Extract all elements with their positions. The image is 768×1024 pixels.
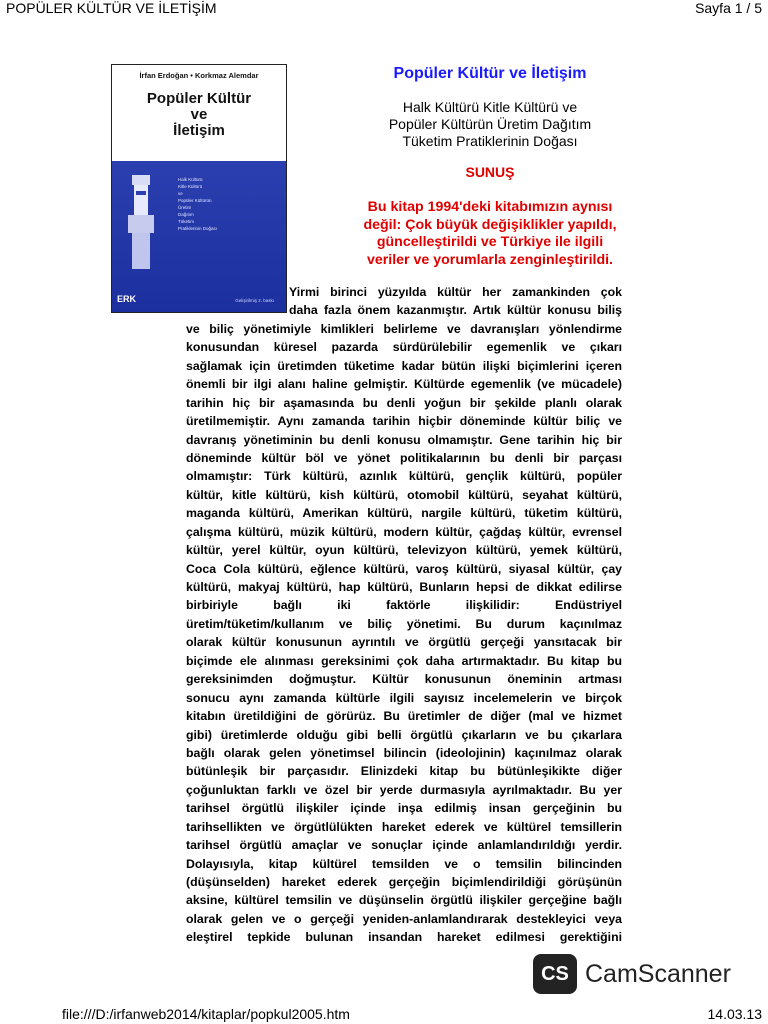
- body-line: daha fazla önem kazanmıştır. Artık kültür konusu biliş: [289, 303, 622, 318]
- cover-subtitle-line: Üretim: [178, 205, 192, 210]
- cover-subtitle-line: Kitle Kültürü: [178, 184, 203, 189]
- body-line: biçimde ele alınması gereksinimi çok daha artırmaktadır. Bu kitap bu: [186, 653, 622, 668]
- section-heading: SUNUŞ: [465, 164, 515, 180]
- cover-subtitle-line: Halk Kültürü: [178, 177, 203, 182]
- body-line: bağlı olarak gelen yönetimsel bilincin (ideolojinin) kaçınılmaz olarak: [186, 745, 622, 760]
- edition-note-line: güncelleştirildi ve Türkiye ile ilgili: [376, 234, 604, 250]
- body-paragraph: [186, 283, 622, 947]
- body-line: Dolayısıyla, kitap kültürel temsilden ve o temsilin bilincinden: [186, 856, 622, 871]
- body-line: tarihsel örgütlü ilişkiler içinde inşa edilmiş insan gerçeğinin bu: [186, 801, 622, 816]
- cover-subtitle-line: Dağıtım: [178, 212, 194, 217]
- book-cover-image: [111, 64, 287, 313]
- body-line: kültürü, makyaj kültürü, hap kültürü, Bunların hepsi de dikkat edilirse: [186, 580, 622, 594]
- subtitle-line: Popüler Kültürün Üretim Dağıtım: [388, 116, 592, 132]
- cover-title: [112, 91, 286, 139]
- cover-title-line: ve: [190, 106, 208, 123]
- body-line: Yirmi birinci yüzyılda kültür her zamankinden çok: [289, 285, 622, 299]
- document-subtitle: [300, 99, 680, 150]
- body-line: eleştirel tepkide bulunan insandan hareket edilmesi gerektiğini: [186, 930, 622, 945]
- body-line: kitabın üretildiğini de görürüz. Bu üretimler de diğer (mal ve hizmet: [186, 709, 622, 724]
- body-line: kültür, kitle kültürü, kish kültürü, otomobil kültürü, seyahat kültürü,: [186, 487, 622, 502]
- publisher-logo: ERK: [117, 294, 137, 304]
- document-title: Popüler Kültür ve İletişim: [393, 65, 587, 82]
- camscanner-label: CamScanner: [585, 960, 731, 988]
- body-line: sağlamak için üretimden tüketime kadar bütün ilişki biçimlerini içeren: [186, 358, 622, 373]
- body-line: olmamıştır: Türk kültürü, azınlık kültürü, gençlik kültürü, popüler: [186, 469, 622, 484]
- body-line: üretilmemiştir. Aynı zamanda tarihin hiçbir döneminde kültür biliç ve: [186, 414, 622, 429]
- body-line: çoğunluktan farklı ve özel bir yerde durmasıyla ayrılmaktadır. Bu yer: [186, 782, 622, 797]
- body-line: maganda kültürü, Amerikan kültürü, nargile kültürü, tüketim kültürü,: [186, 506, 622, 521]
- cover-subtitle-line: Popüler Kültürün: [178, 198, 212, 203]
- cover-subtitle: [178, 176, 217, 232]
- body-line: çalışma kültürü, müzik kültürü, modern kültür, çağdaş kültür, evrensel: [186, 524, 622, 539]
- subtitle-line: Halk Kültürü Kitle Kültürü ve: [402, 99, 578, 115]
- body-line: üretim/tüketim/kullanım ve biliç yönetimi. Bu durum kaçınılmaz: [186, 616, 622, 631]
- body-line: birbiriyle bağlı iki faktörle ilişkilidir: Endüstriyel: [186, 598, 622, 613]
- body-line: davranış yönetiminin bu denli konusu olmamıştır. Gene tarihin hiç bir: [186, 432, 622, 447]
- body-line: olarak gelen ve o gerçeği yeniden-anlamlandırarak destekleyici veya: [186, 911, 622, 926]
- body-line: ve biliç yönetimiyle kimlikleri belirleme ve davranışları yönlendirme: [186, 321, 622, 336]
- cover-edition-note: Gelişirilmiş 2. baskı: [235, 298, 274, 303]
- page-number: Sayfa 1 / 5: [695, 0, 762, 16]
- edition-note: [290, 199, 690, 269]
- camscanner-watermark: [533, 954, 743, 996]
- page-header-title: POPÜLER KÜLTÜR VE İLETİŞİM: [6, 0, 217, 16]
- body-line: tarihsel örgütlü amaçlar ve sonuçlar içinde anlamlandırıldığı yerdir.: [186, 838, 622, 853]
- body-line: (düşünselden) hareket ederek gerçeğin biçimlendirildiği görüşünün: [186, 875, 622, 889]
- edition-note-line: veriler ve yorumlarla zenginleştirildi.: [366, 251, 614, 268]
- cover-subtitle-line: Pratiklerinin Doğası: [178, 226, 218, 231]
- camscanner-logo-icon: CS: [533, 954, 577, 994]
- body-line: sonucu aynı zamanda kültürle ilgili sayısız incelemelerin ve birçok: [186, 690, 622, 705]
- body-line: tarihsellikten ve örgütlülükten hareket ederek ve kültürel temsillerin: [186, 819, 622, 834]
- footer-file-path: file:///D:/irfanweb2014/kitaplar/popkul2005.htm: [62, 1006, 350, 1022]
- body-line: kültür, yerel kültür, oyun kültürü, televizyon kültürü, yemek kültürü,: [186, 543, 622, 558]
- body-line: döneminde kültür böl ve yönet politikalarının bu denli bir parçası: [186, 450, 622, 465]
- cover-title-line: İletişim: [173, 122, 225, 139]
- edition-note-line: Bu kitap 1994'deki kitabımızın aynısı: [367, 199, 613, 215]
- cover-title-line: Popüler Kültür: [146, 90, 252, 107]
- body-line: aksine, kültürel temsilin ve düşünselin örgütlü ilişkiler gerçeğine bağlı: [186, 893, 622, 908]
- body-line: konusundan küresel pazarda sürdürülebilir egemenlik ve çıkarı: [186, 340, 622, 355]
- cover-figure-illustration: [118, 169, 178, 279]
- body-line: tarihin hiç bir aşamasında bu denli yoğun bir şekilde planlı olarak: [186, 395, 622, 410]
- footer-date: 14.03.13: [707, 1006, 762, 1022]
- body-line: Coca Cola kültürü, eğlence kültürü, varoş kültürü, siyasal kültür, çay: [186, 561, 622, 576]
- body-line: gereksinimden doğmuştur. Kültür konusunun öneminin artması: [186, 672, 622, 687]
- cover-authors: İrfan Erdoğan • Korkmaz Alemdar: [139, 71, 259, 80]
- body-line: olarak kültür konusunun ayrıntılı ve örgütlü gerçeği yansıtacak bir: [186, 635, 622, 650]
- body-line: önemli bir ilgi alanı haline gelmiştir. Kültürde egemenlik (ve mücadele): [186, 377, 622, 392]
- body-line: gibi) üretimlerde olduğu gibi belli örgütlü çıkarların ve bu çıkarlara: [186, 727, 622, 742]
- edition-note-line: değil: Çok büyük değişiklikler yapıldı,: [363, 216, 617, 233]
- cover-subtitle-line: Tüketim: [178, 219, 195, 224]
- cover-subtitle-line: ve: [178, 191, 183, 196]
- subtitle-line: Tüketim Pratiklerinin Doğası: [402, 133, 578, 149]
- body-line: bütünleşik bir parçasıdır. Elinizdeki kitap bu bütünleşikikte diğer: [186, 764, 622, 779]
